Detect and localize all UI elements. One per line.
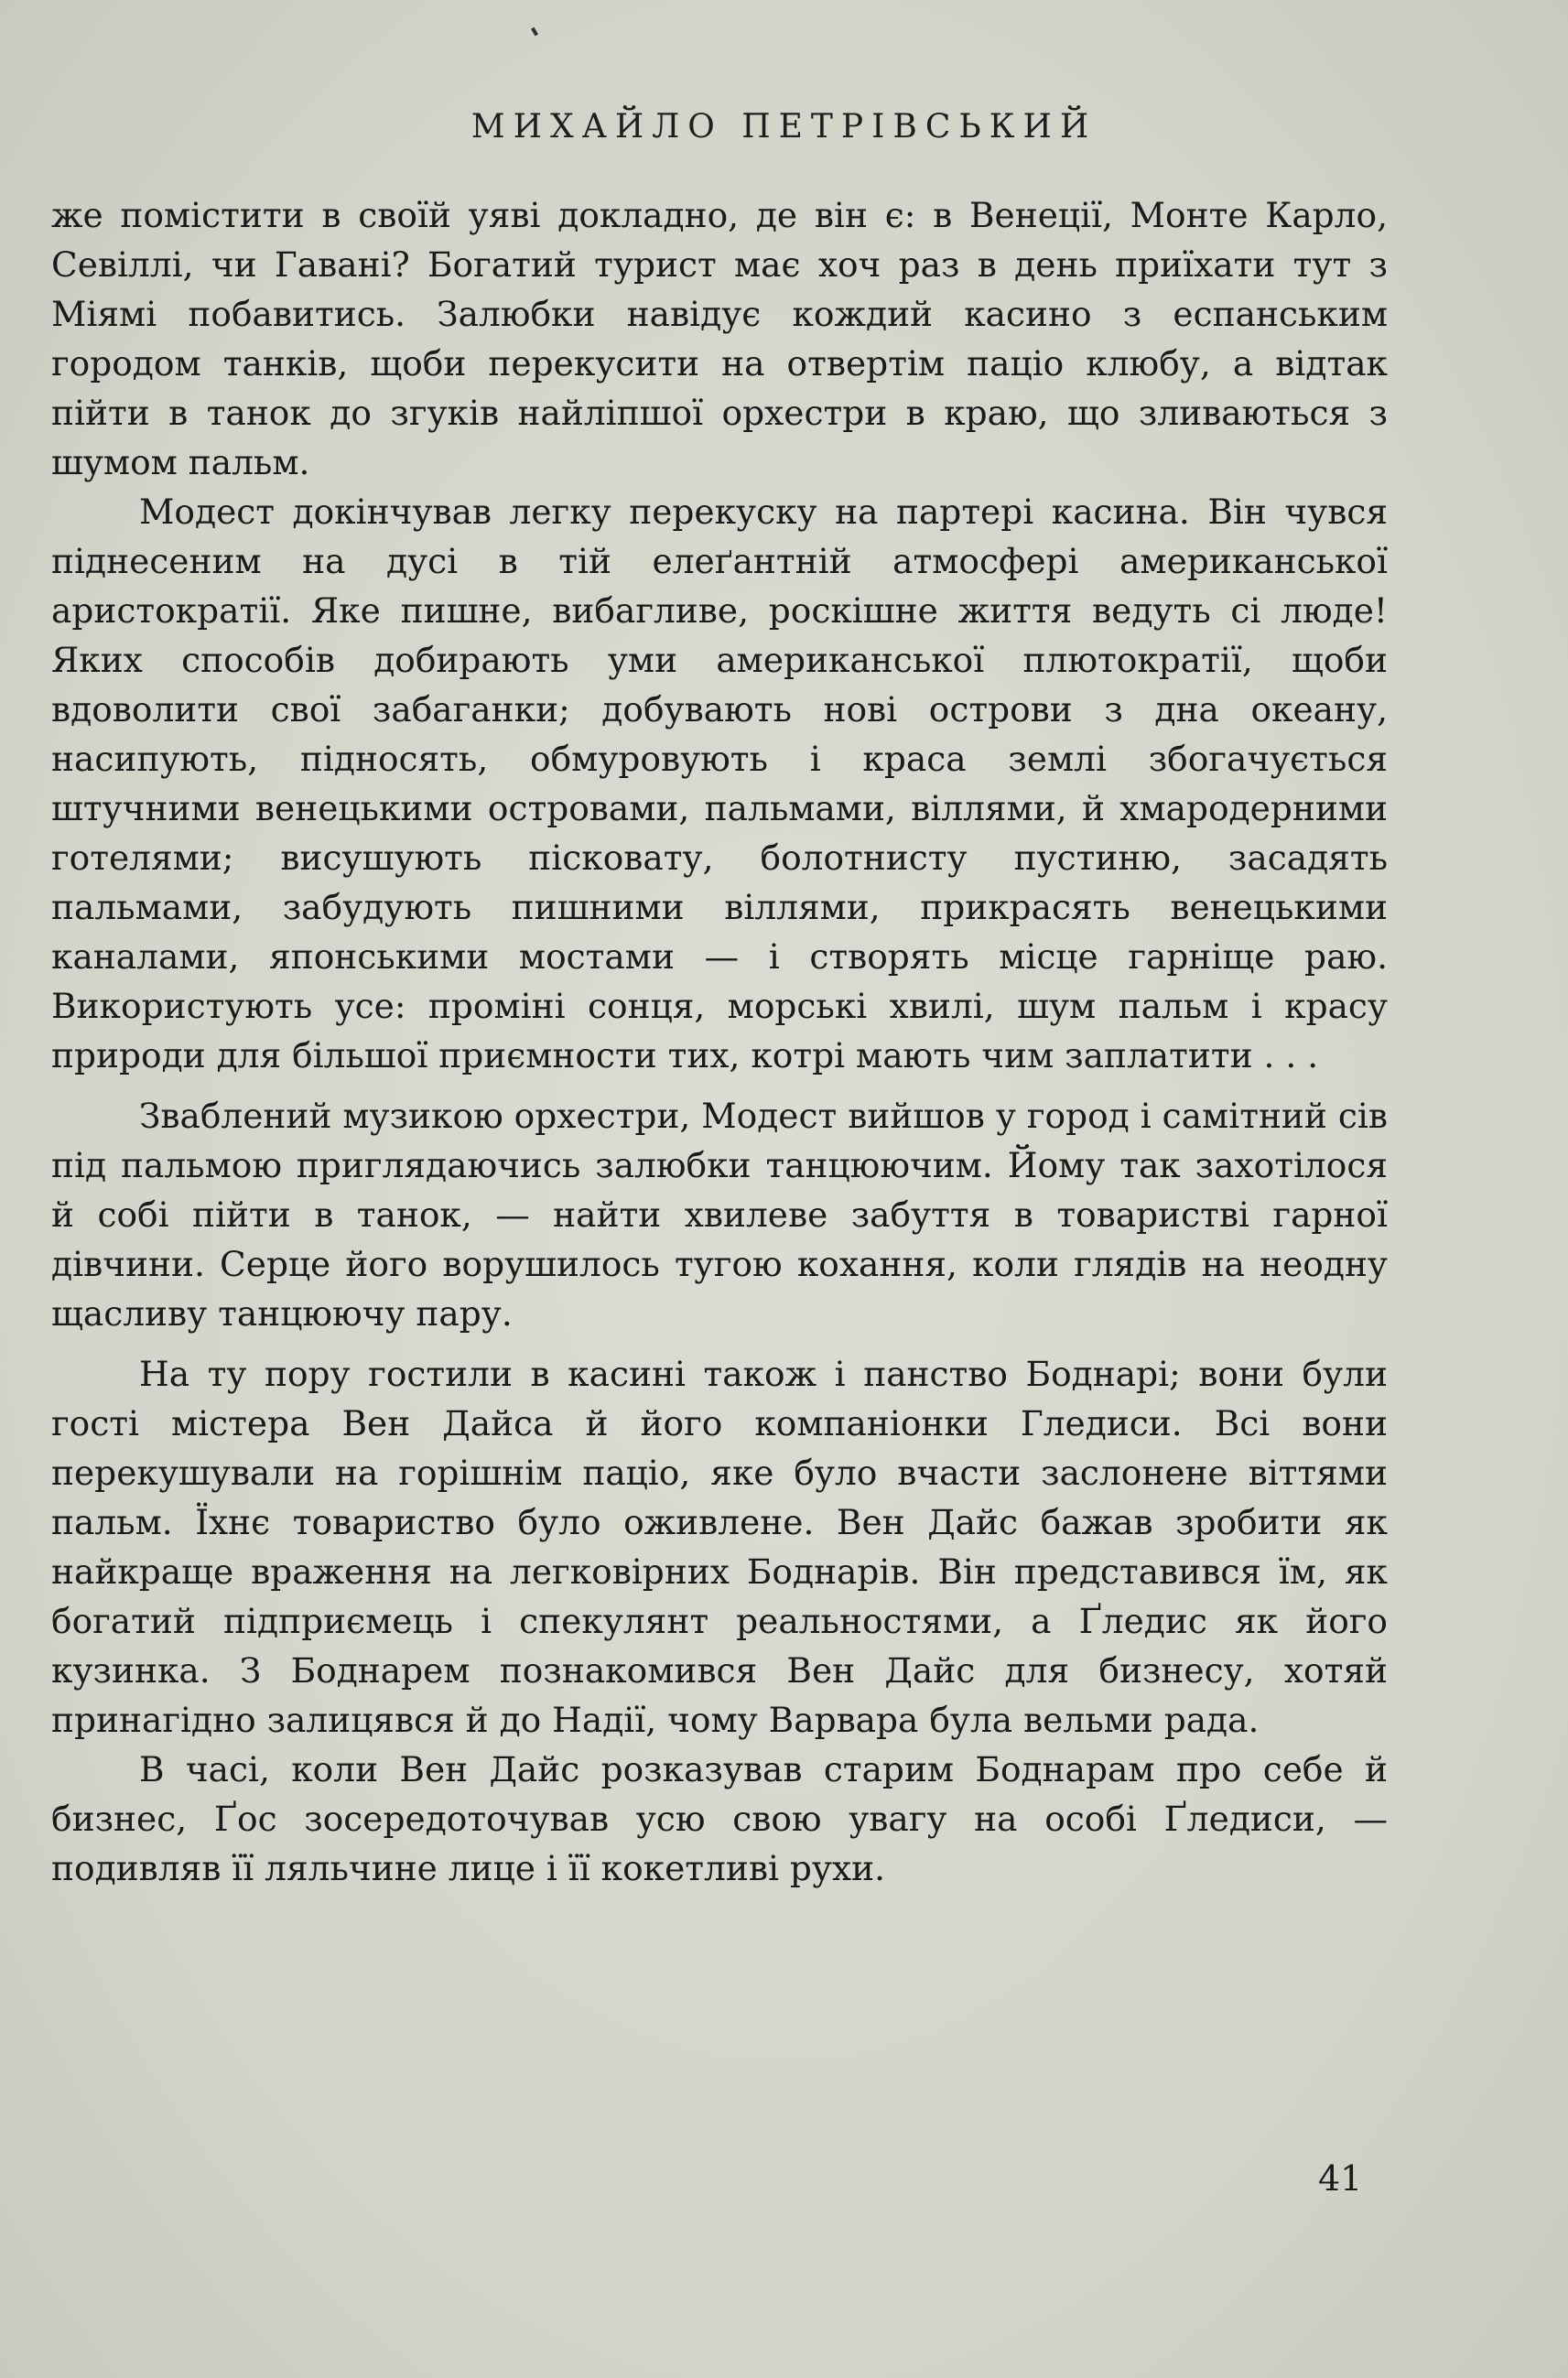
paragraph: Зваблений музикою орхестри, Модест вийшов у город і самітний сів під пальмою приглядаючись залюбки танцюючим. Йому так захотілося й собі пійти в танок, — найти хвилеве забуття в товаристві гарної дівчини. Серце його ворушилось тугою кохання, коли глядів на неодну щасливу танцюючу пару. — [51, 1096, 1388, 1334]
paragraph: Модест докінчував легку перекуску на партері касина. Він чувся піднесеним на дусі в тій елеґантній атмосфері американської аристократії. Яке пишне, вибагливе, роскішне життя ведуть сі люде! Яких способів добирають уми американської плютократії, щоби вдоволити свої забаганки; добувають нові острови з дна океану, насипують, підносять, обмуровують і краса землі збогачується штучними венецькими островами, пальмами, віллями, й хмародерними готелями; висушують пісковату, болотнисту пустиню, засадять пальмами, забудують пишними віллями, прикрасять венецькими каналами, японськими мостами — і створять місце гарніще раю. Використують усе: проміні сонця, морські хвилі, шум пальм і красу природи для більшої приємности тих, котрі мають чим заплатити . . . — [51, 492, 1388, 1076]
paragraph: На ту пору гостили в касині також і панство Боднарі; вони були гості містера Вен Дайса й його компаніонки Гледиси. Всі вони перекушували на горішнім паціо, яке було вчасти заслонене віттями пальм. Їхнє товариство було оживлене. Вен Дайс бажав зробити як найкраще враження на легковірних Боднарів. Він представився їм, як богатий підприємець і спекулянт реальностями, а Ґледис як його кузинка. З Боднарем познакомився Вен Дайс для бизнесу, хотяй принагідно залицявся й до Надії, чому Варвара була вельми рада. — [51, 1354, 1388, 1740]
running-header: МИХАЙЛО ПЕТРІВСЬКИЙ — [470, 108, 1098, 146]
paragraph: же помістити в своїй уяві докладно, де він є: в Венеції, Монте Карло, Севіллі, чи Гавані? Богатий турист має хоч раз в день приїхати тут з Міямі побавитись. Залюбки навідує кождий касино з еспанським городом танків, щоби перекусити на отвертім паціо клюбу, а відтак пійти в танок до згуків найліпшої орхестри в краю, що зливаються з шумом пальм. — [51, 195, 1388, 482]
page-number: 41 — [1318, 2158, 1363, 2199]
paragraph: В часі, коли Вен Дайс розказував старим Боднарам про себе й бизнес, Ґос зосередоточував усю свою увагу на особі Ґледиси, — подивляв її ляльчине лице і її кокетливі рухи. — [51, 1749, 1388, 1888]
page-body — [51, 190, 1388, 1893]
print-speck — [531, 27, 538, 37]
